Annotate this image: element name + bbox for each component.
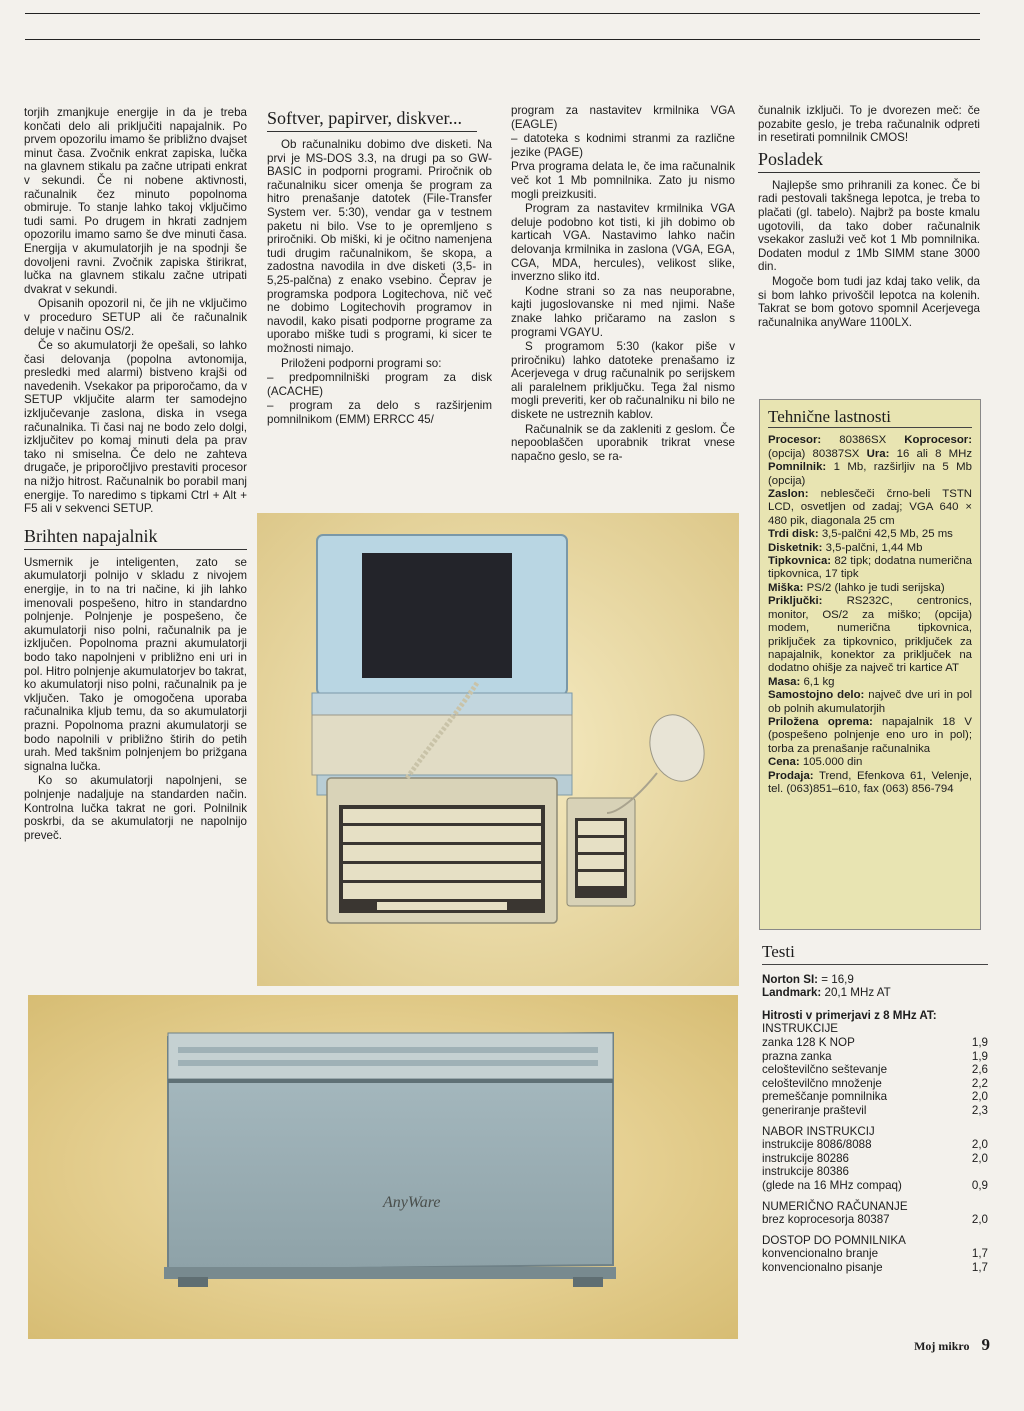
top-rule-2 [25, 39, 980, 40]
spec-key-zaslon: Zaslon: [768, 488, 809, 501]
norton-key: Norton SI: [762, 972, 819, 986]
group-name: DOSTOP DO POMNILNIKA [762, 1233, 906, 1247]
table-row [762, 1261, 988, 1275]
spec-val-prilozena-oprema: napajalnik 18 V (pospešeno polnjenje eno uro in pol); torba za prenašanje računalnika [768, 715, 972, 755]
column-3 [511, 104, 735, 464]
spec-key-prodaja: Prodaja: [768, 769, 814, 782]
spec-key-koprocesor: Koprocesor: [904, 434, 973, 447]
col3-para-6: S programom 5:30 (kakor piše v priročniku) lahko datoteke prenašamo iz Acerjevega v drug računalnik po serijskem ali paralelnem priključku. Tega žal nismo mogli preveriti, ker ob računalniku ni bilo ne diskete ne ustreznih kablov. [511, 340, 735, 422]
row-value: 1,7 [971, 1247, 988, 1261]
spec-val-tipkovnica: 82 tipk; dodatna numerična tipkovnica, 17 tipk [768, 555, 972, 581]
row-value: 1,9 [971, 1049, 988, 1063]
heading-softver: Softver, papirver, diskver... [267, 108, 477, 132]
table-row [762, 1152, 988, 1166]
col2-para-2: Priloženi podporni programi so: [281, 356, 442, 370]
row-label: instrukcije 80386 [762, 1165, 850, 1179]
row-label: brez koprocesorja 80387 [762, 1213, 890, 1227]
spec-key-ura: Ura: [866, 447, 890, 460]
anyware-logo-text: AnyWare [383, 1194, 441, 1211]
landmark-value: 20,1 MHz AT [824, 986, 891, 1000]
group-numericno-racunanje [762, 1200, 988, 1227]
column-2 [267, 108, 492, 427]
group-nabor-instrukcij [762, 1125, 988, 1193]
col1-para-5: Ko so akumulatorji napolnjeni, se polnjenje nadaljuje na standarden način. Kontrolna lučka takrat ne gori. Polnilnik poskrbi, da se akumulatorji ne napolnijo preveč. [24, 774, 247, 842]
magazine-name: Moj mikro [914, 1339, 970, 1353]
col1-para-3: Če so akumulatorji že opešali, so lahko časi delovanja (popolna avtonomija, presledki med alarmi) bistveno krajši od navedenih. Vsekakor pa priporočamo, da v SETUP vključite alarm ter samodejno izključevanje zaslona, diska in vsega računalnika. Ti časi naj ne bodo zelo dolgi, izključitev po komaj minuti dela pa prav tako ni smiselna. Če delo ne zahteva drugače, je priporočljivo prestaviti procesor na nižjo hitrost. Računalnik bo porabil manj energije. To naredimo s tipkami Ctrl + Alt + F5 ali v sekvenci SETUP. [24, 339, 247, 516]
col3-para-4: Program za nastavitev krmilnika VGA deluje podobno kot tisti, ki jih dobimo ob karticah VGA. Nastavimo lahko način delovanja krmilnika in zaslona (VGA, EGA, CGA, MDA, hercules), velikost slike, inverzno sliko itd. [511, 202, 735, 284]
compare-title: Hitrosti v primerjavi z 8 MHz AT: [762, 1008, 937, 1022]
group-dostop-do-pomnilnika [762, 1234, 988, 1275]
spec-val-procesor: 80386SX [839, 434, 887, 447]
table-row [762, 1138, 988, 1152]
col4-para-2: Najlepše smo prihranili za konec. Če bi radi pestovali takšnega lepotca, je treba to plačati (gl. tabelo). Najbrž pa boste kmalu ugotovili, da tako dober računalnik vsekakor zasluži več kot 1 Mb pomnilnika. Dodaten modul z 1Mb SIMM stane 3000 din. [758, 178, 980, 274]
laptop-open-illustration [257, 513, 739, 986]
spec-key-disketnik: Disketnik: [768, 541, 823, 554]
row-label: generiranje praštevil [762, 1103, 867, 1117]
tech-specs-box [759, 399, 981, 930]
spec-val-cena: 105.000 din [802, 756, 863, 769]
landmark-line [762, 986, 988, 1000]
spec-val-disketnik: 3,5-palčni, 1,44 Mb [825, 541, 923, 554]
table-row [762, 1063, 988, 1077]
group-name: INSTRUKCIJE [762, 1022, 839, 1036]
col1-para-2: Opisanih opozoril ni, če jih ne vključimo v proceduro SETUP ali če računalnik deluje v načinu OS/2. [24, 297, 247, 338]
row-value: 2,6 [971, 1063, 988, 1077]
heading-posladek: Posladek [758, 149, 980, 173]
spec-key-cena: Cena: [768, 756, 800, 769]
norton-value: = 16,9 [821, 972, 854, 986]
page-number: 9 [981, 1335, 990, 1354]
row-label: celoštevilčno seštevanje [762, 1063, 888, 1077]
spec-key-pomnilnik: Pomnilnik: [768, 461, 827, 474]
group-instrukcije [762, 1022, 988, 1117]
spec-key-procesor: Procesor: [768, 434, 822, 447]
row-value: 1,7 [971, 1260, 988, 1274]
table-row [762, 1050, 988, 1064]
spec-val-prodaja: Trend, Efenkova 61, Velenje, tel. (063)851–610, fax (063) 856-794 [768, 769, 972, 795]
column-1 [24, 106, 247, 843]
photo-laptop-closed [28, 995, 738, 1339]
row-label: prazna zanka [762, 1049, 832, 1063]
row-value: 1,9 [971, 1035, 988, 1049]
spec-key-trdi-disk: Trdi disk: [768, 528, 819, 541]
col2-para-4: – program za delo s razširjenim pomnilnikom (EMM) ERRCC 45/ [267, 399, 492, 426]
row-value: 0,9 [971, 1178, 988, 1192]
col4-para-1: čunalnik izključi. To je dvorezen meč: če pozabite geslo, je treba računalnik odpreti in resetirati pomnilnik CMOS! [758, 104, 980, 145]
row-label: celoštevilčno množenje [762, 1076, 882, 1090]
col2-para-3: – predpomnilniški program za disk (ACACHE) [267, 371, 492, 398]
tests-section [762, 942, 988, 1274]
table-row [762, 1104, 988, 1118]
column-4 [758, 104, 980, 330]
norton-line [762, 973, 988, 987]
table-row [762, 1165, 988, 1179]
group-name: NABOR INSTRUKCIJ [762, 1124, 875, 1138]
row-label: konvencionalno branje [762, 1247, 879, 1261]
heading-brihten-napajalnik: Brihten napajalnik [24, 526, 247, 550]
spec-key-samostojno-delo: Samostojno delo: [768, 689, 865, 702]
laptop-closed-illustration [28, 995, 738, 1339]
row-value: 2,3 [971, 1103, 988, 1117]
row-value: 2,0 [971, 1151, 988, 1165]
table-row [762, 1077, 988, 1091]
row-value: 2,0 [971, 1090, 988, 1104]
photo-laptop-open [257, 513, 739, 986]
row-label: premeščanje pomnilnika [762, 1090, 888, 1104]
row-label: zanka 128 K NOP [762, 1035, 855, 1049]
row-value: 2,0 [971, 1138, 988, 1152]
spec-val-prikljucki: RS232C, centronics, monitor, OS/2 za miško; (opcija) modem, numerična tipkovnica, priključek za tipkovnico, priključek za napajalnik, konektor za priključek na dodatno ohišje za največ tri kartice AT [768, 595, 972, 675]
spec-key-tipkovnica: Tipkovnica: [768, 555, 832, 568]
col4-para-3: Mogoče bom tudi jaz kdaj tako velik, da si bom lahko privoščil lepotca na kolenih. Takrat se bom gotovo spomnil Acerjevega računalnika anyWare 1100LX. [758, 274, 980, 329]
col1-para-1: torjih zmanjkuje energije in da je treba končati delo ali priključiti napajalnik. Po prvem opozorilu imamo še približno dvajset minut časa. Zvočnik enkrat zapiska, lučka na glavnem stikalu pa začne utripati enkrat v sekundi. Če ni nobene aktivnosti, računalnik čez minuto popolnoma obmiruje. To stanje lahko takoj vključimo tudi sami. Po drugem in hkrati zadnjem opozorilu imamo samo še dve minuti časa. Energija v akumulatorjih je na spodnji še dovoljeni ravni. Zvočnik zapiska štirikrat, lučka na glavnem stikalu začne utripati dvakrat v sekundi. [24, 106, 247, 296]
row-label: instrukcije 80286 [762, 1151, 850, 1165]
spec-val-trdi-disk: 3,5-palčni 42,5 Mb, 25 ms [821, 528, 953, 541]
table-row [762, 1247, 988, 1261]
spec-val-pomnilnik: 1 Mb, razširljiv na 5 Mb (opcija) [768, 461, 972, 487]
spec-val-ura: 16 ali 8 MHz [896, 447, 973, 460]
row-value: 2,0 [971, 1213, 988, 1227]
spec-key-miska: Miška: [768, 581, 804, 594]
col1-para-4: Usmernik je inteligenten, zato se akumulatorji polnijo v skladu z nivojem energije, in to na tri načine, ki jih lahko imenovali pospešeno, hitro in standardno polnjenje. Polnjenje je pospešeno, če akumulatorji niso polni, računalnik pa je izključen. Popolnoma prazni akumulatorji bodo tako napolnjeni v približno eni uri in pol. Hitro polnjenje akumulatorjev bo takrat, ko akumulatorji niso polni, računalnik pa je vključen. Tako je omogočena uporaba računalnika kljub temu, da so akumulatorji prazni. Popolnoma prazni akumulatorji se bodo napolnili v približno štirih do petih urah. Med takšnim polnjenjem bo prižgana signalna lučka. [24, 555, 247, 773]
table-row [762, 1090, 988, 1104]
spec-val-masa: 6,1 kg [803, 675, 835, 688]
table-row [762, 1179, 988, 1193]
row-label: (glede na 16 MHz compaq) [762, 1178, 902, 1192]
top-rule-1 [25, 13, 980, 14]
spec-val-zaslon: neblesčeči črno-beli TSTN LCD, osvetljen od zadaj; VGA 640 × 480 pik, diagonala 25 cm [768, 488, 972, 527]
col3-para-2: – datoteka s kodnimi stranmi za različne jezike (PAGE) [511, 132, 735, 159]
spec-key-masa: Masa: [768, 675, 801, 688]
spec-val-samostojno-delo: največ dve uri in pol ob polnih akumulatorjih [768, 689, 972, 715]
spec-key-prikljucki: Priključki: [768, 595, 823, 608]
col3-para-7: Računalnik se da zakleniti z geslom. Če nepooblaščen uporabnik trikrat vnese napačno geslo, se ra- [511, 422, 735, 463]
col3-para-5: Kodne strani so za nas neuporabne, kajti jugoslovanske ni med njimi. Naše znake lahko pričaramo na zaslon s programi VGAYU. [511, 284, 735, 339]
landmark-key: Landmark: [762, 986, 822, 1000]
tech-specs-title: Tehnične lastnosti [768, 410, 972, 428]
row-label: instrukcije 8086/8088 [762, 1138, 872, 1152]
page-footer [914, 1335, 990, 1355]
row-label: konvencionalno pisanje [762, 1260, 883, 1274]
col2-para-1: Ob računalniku dobimo dve disketi. Na prvi je MS-DOS 3.3, na drugi pa so GW-BASIC in podporni programi. Priročnik ob računalniku sicer omenja še program za hitro prenašanje datotek (File-Transfer System ver. 5:30), vendar ga v testnem paketu ni bilo. Vse to je opremljeno s priročniki. Ob miški, ki je očitno namenjena tudi drugim računalnikom, še skopa, a zadostna navodila in dve disketi (3,5- in 5,25-palčna) z enako vsebino. Čeprav je programska podpora Logitechova, nič več ne dobimo Logitechovih programov in navodil, kako pisati podporne programe za uporabo miške tudi s programi, ki sicer te možnosti nimajo. [267, 138, 492, 355]
group-name: NUMERIČNO RAČUNANJE [762, 1199, 908, 1213]
row-value: 2,2 [971, 1076, 988, 1090]
col3-para-3: Prva programa delata le, če ima računalnik več kot 1 Mb pomnilnika. Zato ju nismo mogli preizkusiti. [511, 160, 735, 201]
table-row [762, 1036, 988, 1050]
tests-title: Testi [762, 945, 988, 965]
table-row [762, 1213, 988, 1227]
spec-key-prilozena-oprema: Priložena oprema: [768, 715, 873, 728]
spec-val-miska: PS/2 (lahko je tudi serijska) [806, 581, 945, 594]
col3-para-1: program za nastavitev krmilnika VGA (EAGLE) [511, 104, 735, 131]
spec-val-koprocesor: (opcija) 80387SX [768, 447, 860, 460]
tech-specs-text [768, 434, 972, 796]
